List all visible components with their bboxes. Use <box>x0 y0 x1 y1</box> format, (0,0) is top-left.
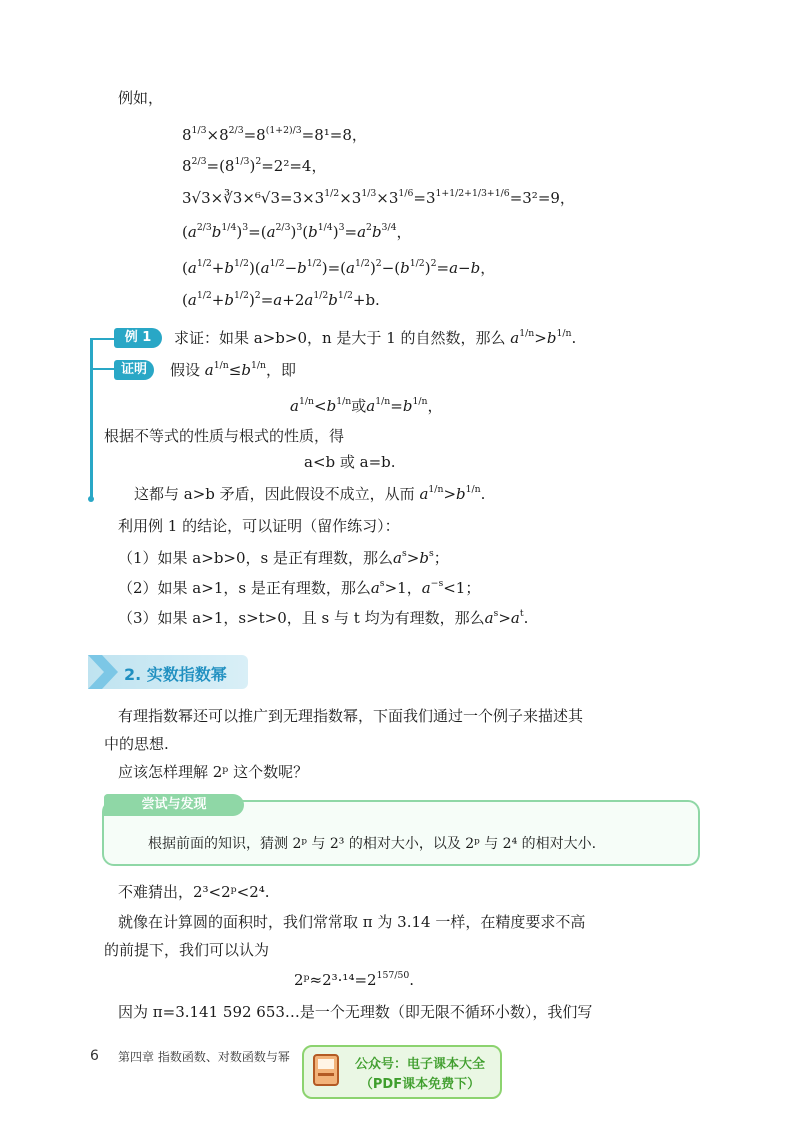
item-2-text: （2）如果 a>1，s 是正有理数，那么 <box>118 579 371 597</box>
approx-text: 2ᵖ≈2³·¹⁴=2 <box>294 971 377 989</box>
equation-2: $8^{2/3}=(8^{1/3})^2=2^2=4$， <box>182 156 327 175</box>
proof-ie: ，即 <box>266 361 297 379</box>
guess-line: 不难猜出，2³<2ᵖ<2⁴. <box>118 883 270 901</box>
section-title: 2. 实数指数幂 <box>124 665 227 684</box>
equation-1-tail: =8¹=8， <box>301 126 367 144</box>
watermark-badge <box>302 1045 502 1099</box>
item-1: （1）如果 a>b>0，s 是正有理数，那么$a^s>b^s$； <box>118 548 449 567</box>
page-number: 6 <box>90 1048 99 1064</box>
use-line: 利用例 1 的结论，可以证明（留作练习）： <box>118 517 400 535</box>
example-text: 求证：如果 a>b>0，n 是大于 1 的自然数，那么 <box>174 329 506 347</box>
watermark-line-1: 公众号：电子课本大全 <box>354 1057 485 1072</box>
item-3-text: （3）如果 a>1，s>t>0，且 s 与 t 均为有理数，那么 <box>118 609 485 627</box>
equation-4: $(a^{2/3}b^{1/4})^3=(a^{2/3})^3(b^{1/4})^3=a^2b^{3/4}$， <box>182 222 412 241</box>
equation-3-tail: =3²=9， <box>509 189 575 207</box>
proof-contradiction: 这都与 a>b 矛盾，因此假设不成立，从而 <box>134 485 415 503</box>
proof-assume-label: 假设 <box>170 361 201 379</box>
try-text: 根据前面的知识，猜测 2ᵖ 与 2³ 的相对大小，以及 2ᵖ 与 2⁴ 的相对大小. <box>148 836 597 852</box>
section-banner <box>88 655 248 689</box>
proof-assume: 假设 $a^{1/n}\le b^{1/n}$，即 <box>170 360 297 379</box>
proof-or: 或 <box>351 397 367 415</box>
item-1-text: （1）如果 a>b>0，s 是正有理数，那么 <box>118 549 394 567</box>
intro-text: 例如， <box>118 89 164 107</box>
equation-1: $8^{1/3}\times 8^{2/3}=8^{(1+2)/3}=8^1=8$， <box>182 125 367 144</box>
paragraph-3b: 的前提下，我们可以认为 <box>104 941 270 959</box>
paragraph-3a: 就像在计算圆的面积时，我们常常取 π 为 3.14 一样，在精度要求不高 <box>118 913 586 931</box>
paragraph-1a: 有理指数幂还可以推广到无理指数幂，下面我们通过一个例子来描述其 <box>118 707 584 725</box>
book-icon <box>312 1053 342 1089</box>
try-tag: 尝试与发现 <box>104 794 244 816</box>
example-bracket-top <box>90 338 114 340</box>
example-bracket <box>90 338 93 498</box>
proof-result: a<b 或 a=b. <box>304 453 396 471</box>
proof-conclusion: 这都与 a>b 矛盾，因此假设不成立，从而 $a^{1/n}>b^{1/n}$. <box>134 484 486 503</box>
equation-2-tail: =2²=4， <box>261 157 327 175</box>
proof-bracket <box>90 368 114 370</box>
chevron-icon <box>88 655 118 689</box>
item-3: （3）如果 a>1，s>t>0，且 s 与 t 均为有理数，那么$a^s>a^t$. <box>118 608 529 627</box>
example-statement: 求证：如果 a>b>0，n 是大于 1 的自然数，那么 $a^{1/n}>b^{1/n}$. <box>174 328 577 347</box>
equation-6-tail: +b. <box>352 291 380 309</box>
proof-by: 根据不等式的性质与根式的性质，得 <box>104 427 345 445</box>
paragraph-2: 应该怎样理解 2ᵖ 这个数呢？ <box>118 763 309 781</box>
proof-tag: 证明 <box>114 360 154 380</box>
equation-3: $3√3\times∛3\times^6√3=3\times 3^{1/2}\times 3^{1/3}\times 3^{1/6}=3^{1+1/2+1/3+1/6}=3^2=9$， <box>182 188 575 207</box>
equation-6: $(a^{1/2}+b^{1/2})^2=a+2a^{1/2}b^{1/2}+b$. <box>182 290 380 309</box>
equation-5: $(a^{1/2}+b^{1/2})(a^{1/2}-b^{1/2})=(a^{1/2})^2-(b^{1/2})^2=a-b$， <box>182 258 496 277</box>
example-tag: 例 1 <box>114 328 162 348</box>
bracket-end-dot <box>88 496 94 502</box>
proof-cases: $a^{1/n}<b^{1/n}$或$a^{1/n}=b^{1/n}$， <box>290 396 443 415</box>
approx-equation: $2ᵖ\approx 2^3\cdot^{14}=2^{157/50}$. <box>294 970 415 989</box>
paragraph-4: 因为 π=3.141 592 653…是一个无理数（即无限不循环小数），我们写 <box>118 1003 593 1021</box>
item-2: （2）如果 a>1，s 是正有理数，那么$a^s>1$，$a^{-s}<1$； <box>118 578 481 597</box>
chapter-title: 第四章 指数函数、对数函数与幂 <box>118 1050 290 1064</box>
watermark-line-2: （PDF课本免费下） <box>359 1077 481 1092</box>
paragraph-1b: 中的思想. <box>104 735 169 753</box>
